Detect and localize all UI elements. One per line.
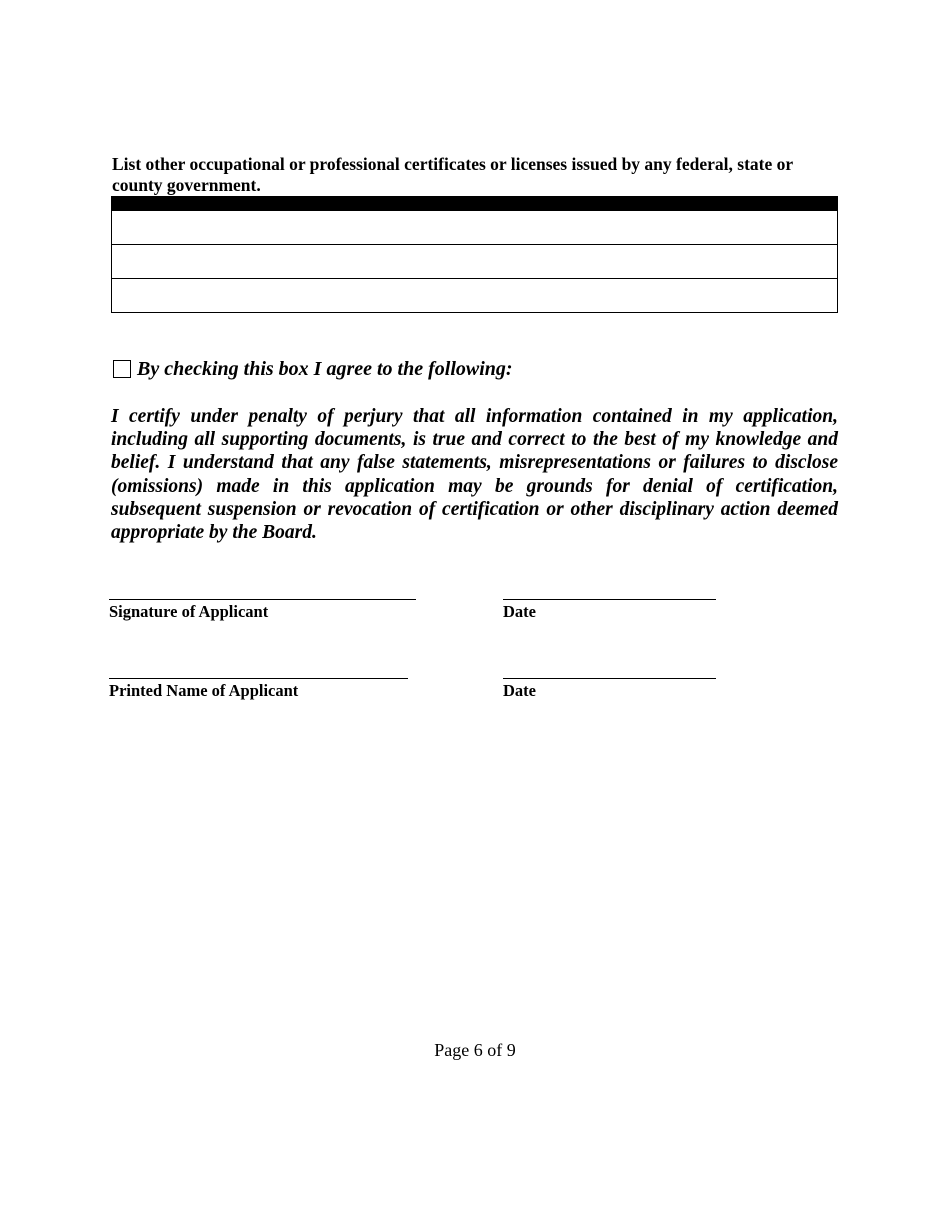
signature-label: Signature of Applicant <box>109 602 269 621</box>
agreement-row <box>113 357 513 381</box>
certification-statement: I certify under penalty of perjury that all information contained in my application, including all supporting documents, is true and correct to the best of my knowledge and belief. I understand that any false statements, misrepresentations or failures to disclose (omissions) made in this application may be grounds for denial of certification, subsequent suspension or revocation of certification or other disciplinary action deemed appropriate by the Board. <box>111 406 838 544</box>
table-header-bar <box>112 197 838 211</box>
table-row <box>112 245 838 279</box>
agree-checkbox[interactable] <box>113 360 131 378</box>
agreement-label: By checking this box I agree to the following: <box>137 358 513 380</box>
page-number: Page 6 of 9 <box>434 1040 516 1060</box>
certificate-entry-cell[interactable] <box>112 211 838 245</box>
printed-name-label: Printed Name of Applicant <box>109 681 299 700</box>
table-header-cell <box>112 197 838 211</box>
printed-name-line[interactable] <box>109 678 408 679</box>
certificates-table <box>111 196 838 313</box>
signature-line[interactable] <box>109 599 416 600</box>
signature-date-label: Date <box>503 602 536 621</box>
printed-name-date-line[interactable] <box>503 678 716 679</box>
section-heading: List other occupational or professional certificates or licenses issued by any federal, state or county government. <box>112 154 793 195</box>
table-row <box>112 211 838 245</box>
printed-name-date-label: Date <box>503 681 536 700</box>
certificate-entry-cell[interactable] <box>112 245 838 279</box>
table-row <box>112 279 838 313</box>
certificate-entry-cell[interactable] <box>112 279 838 313</box>
signature-date-line[interactable] <box>503 599 716 600</box>
